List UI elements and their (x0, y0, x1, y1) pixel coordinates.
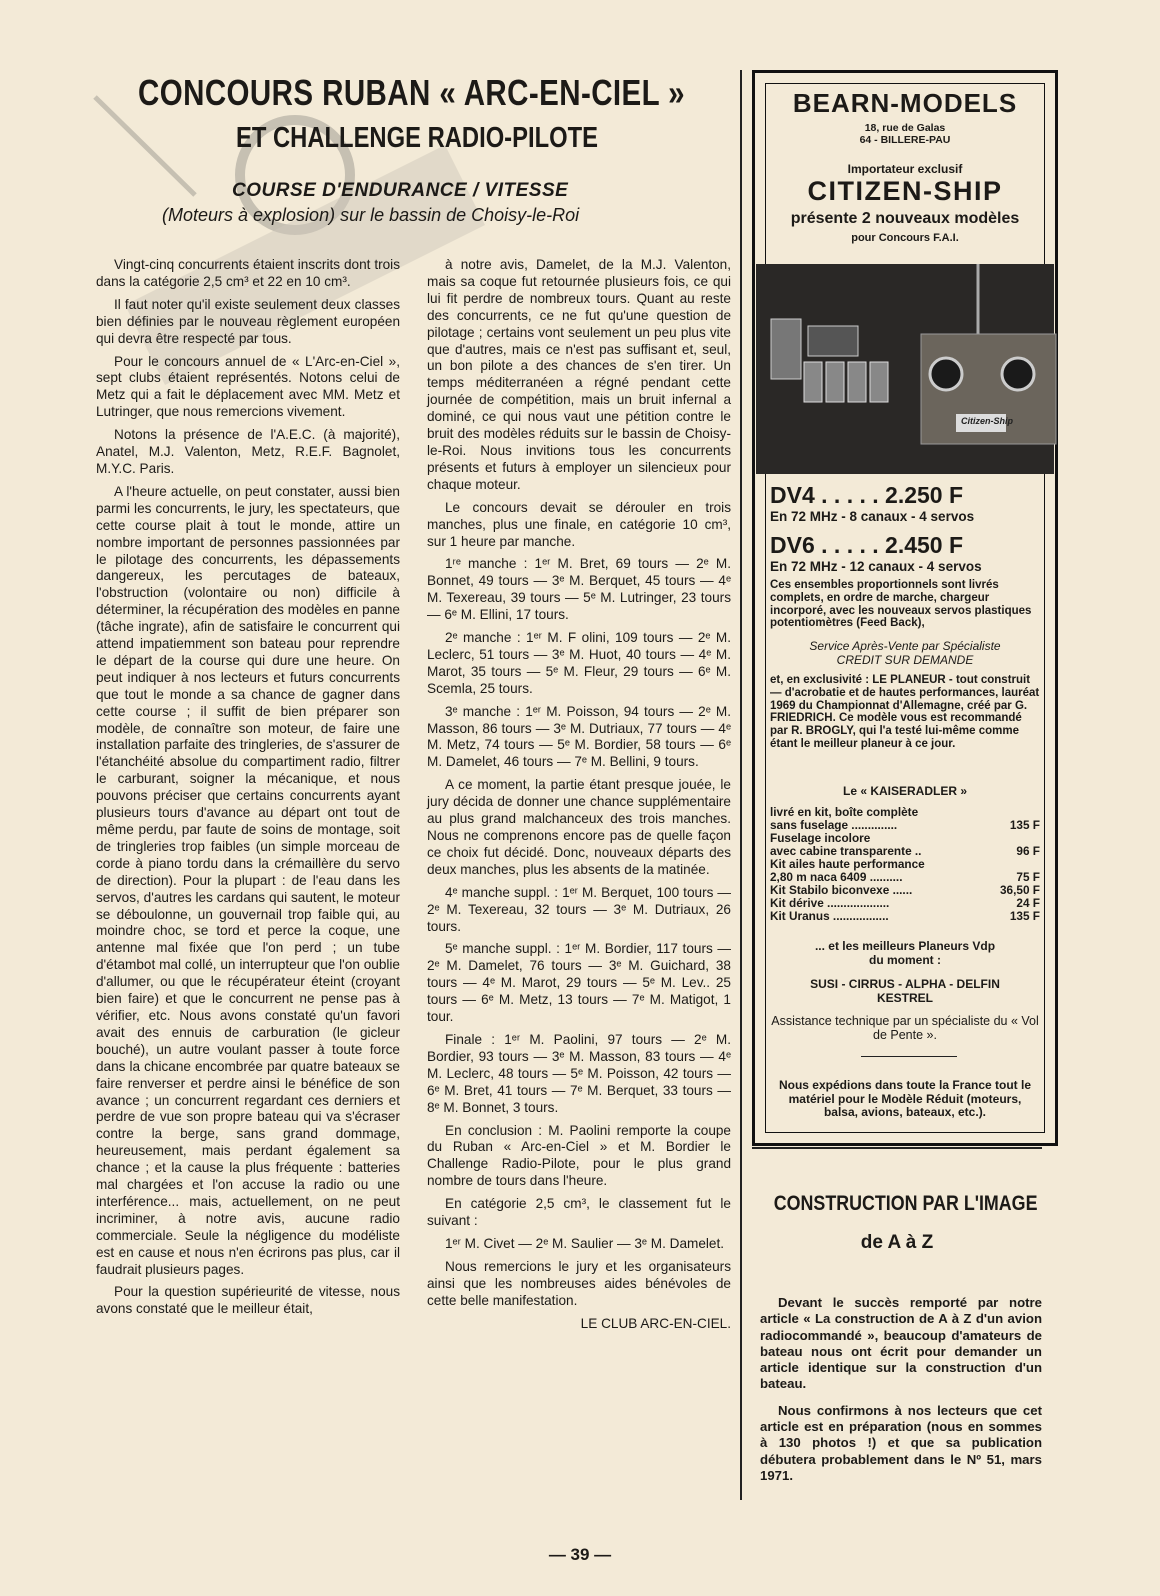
price-row: Kit Stabilo biconvexe ...... 36,50 F (770, 883, 1040, 897)
article-title-line2: ET CHALLENGE RADIO-PILOTE (236, 122, 598, 154)
paragraph: Il faut noter qu'il existe seulement deux classes bien définies par le nouveau règlement européen qui devra être respecté par tous. (96, 296, 400, 346)
ad-inner-frame (765, 83, 1045, 1133)
ad-description: Ces ensembles proportionnels sont livrés complets, en ordre de marche, chargeur incorporé, avec les nouveaux servos plastiques potentiomètres (Feed Back), (770, 579, 1032, 630)
results-manche-5: 5ᵉ manche suppl. : 1ᵉʳ M. Bordier, 117 tours — 2ᵉ M. Damelet, 76 tours — 3ᵉ M. Guichard, 38 tours — 4ᵉ M. Marot, 29 tours — 5ᵉ M. Lev.. 25 tours — 6ᵉ M. Metz, 13 tours — 7ᵉ M. Matigot, 1 tour. (427, 941, 731, 1025)
price-row: Fuselage incolore (770, 831, 871, 845)
ad-presents: présente 2 nouveaux modèles (790, 210, 1020, 227)
results-finale: Finale : 1ᵉʳ M. Paolini, 97 tours — 2ᵉ M. Bordier, 93 tours — 3ᵉ M. Masson, 83 tours — 4ᵉ M. Leclerc, 48 tours — 5ᵉ M. Poisson, 42 tours — 6ᵉ M. Bret, 41 tours — 7ᵉ M. Berquet, 33 tours — 8ᵉ M. Bonnet, 3 tours. (427, 1031, 731, 1115)
results-manche-1: 1ʳᵉ manche : 1ᵉʳ M. Bret, 69 tours — 2ᵉ M. Bonnet, 49 tours — 3ᵉ M. Berquet, 45 tours — 4ᵉ M. Texereau, 39 tours — 5ᵉ M. Lutringer, 23 tours — 6ᵉ M. Ellini, 17 tours. (427, 556, 731, 623)
ad-best-planeurs: ... et les meilleurs Planeurs Vdp (814, 939, 996, 953)
ad-service: Service Après-Vente par Spécialiste (809, 639, 1001, 653)
price-row: livré en kit, boîte complète (770, 805, 919, 819)
article-title-line1: CONCOURS RUBAN « ARC-EN-CIEL » (138, 72, 685, 113)
transmitter-illustration (756, 264, 1062, 474)
ad-credit: CREDIT SUR DEMANDE (836, 653, 974, 667)
construction-subtitle: de A à Z (860, 1232, 934, 1253)
paragraph: Le concours devait se dérouler en trois manches, plus une finale, en catégorie 10 cm³, sur 1 heure par manche. (427, 499, 731, 549)
paragraph: Pour le concours annuel de « L'Arc-en-Ciel », sept clubs étaient représentés. Notons celui de Metz qui a fait le déplacement avec MM. Metz et Lutringer, que nous remercions vivement. (96, 353, 400, 420)
ad-importer: Importateur exclusif (847, 162, 963, 176)
dv4-spec: En 72 MHz - 8 canaux - 4 servos (770, 509, 975, 524)
ad-address-line2: 64 - BILLERE-PAU (859, 134, 951, 146)
section-divider (752, 1147, 1042, 1149)
ad-assistance: Assistance technique par un spécialiste du « Vol de Pente ». (771, 1014, 1039, 1042)
price-row: Kit dérive ................... 24 F (770, 896, 1040, 910)
column-divider (740, 70, 742, 1500)
page-number: — 39 — (548, 1545, 612, 1564)
paragraph: Nous remercions le jury et les organisateurs ainsi que les nombreuses aides bénévoles de cette belle manifestation. (427, 1258, 731, 1308)
advertisement-bearn-models (752, 70, 1058, 1146)
dv4-price: DV4 . . . . . 2.250 F (770, 482, 964, 508)
paragraph: En catégorie 2,5 cm³, le classement fut le suivant : (427, 1196, 731, 1229)
dv6-spec: En 72 MHz - 12 canaux - 4 servos (770, 559, 982, 574)
paragraph: Devant le succès remporté par notre article « La construction de A à Z d'un avion radiocommandé », beaucoup d'amateurs de bateau nous ont écrit pour demander un article identique sur la construction d'un bateau. (760, 1295, 1042, 1392)
ad-address-line1: 18, rue de Galas (864, 122, 946, 134)
price-row: avec cabine transparente .. 96 F (770, 844, 1040, 858)
article-subtitle: COURSE D'ENDURANCE / VITESSE (232, 180, 569, 201)
results-manche-4: 4ᵉ manche suppl. : 1ᵉʳ M. Berquet, 100 tours — 2ᵉ M. Texereau, 32 tours — 3ᵉ M. Dutriaux, 26 tours. (427, 884, 731, 934)
dv6-block (770, 532, 1040, 574)
price-list (770, 806, 1040, 923)
ad-divider (861, 1056, 957, 1057)
paragraph: à notre avis, Damelet, de la M.J. Valenton, mais sa coque fut retournée plusieurs fois, ce qui lui fit perdre de nombreux tours. Quant au reste des concurrents, ce ne fut qu'une question de pilotage ; certains vont seulement un peu plus vite que d'autres, mais ce n'est pas suffisant et, seul, un bon pilote a des chances de s'en tirer. Un temps méditerranéen a régné pendant cette journée de compétition, mais un bruit infernal a dominé, ce qui nous vaut une pétition contre le bruit des modèles réduits sur le bassin de Choisy-le-Roi. Nous invitions tous les concurrents présents et futurs à employer un silencieux pour chaque moteur. (427, 257, 731, 492)
paragraph: Notons la présence de l'A.E.C. (à majorité), Anatel, M.J. Valenton, Metz, R.E.F. Bagnolet, M.Y.C. Paris. (96, 427, 400, 476)
price-row: 2,80 m naca 6409 .......... 75 F (770, 870, 1040, 884)
construction-text (760, 1295, 1042, 1494)
results-2-5cc: 1ᵉʳ M. Civet — 2ᵉ M. Saulier — 3ᵉ M. Damelet. (445, 1235, 725, 1251)
paragraph: Nous confirmons à nos lecteurs que cet article est en préparation (nous en sommes à 130 photos !) et que sa publication débutera probablement dans le Nº 51, mars 1971. (760, 1402, 1042, 1483)
ad-brand: BEARN-MODELS (792, 88, 1018, 118)
ad-planeur: et, en exclusivité : LE PLANEUR - tout construit — d'acrobatie et de hautes performances, lauréat 1969 du Championnat d'Allemagne, créé par G. FRIEDRICH. Ce modèle vous est recommandé par R. BROGLY, qui l'a testé lui-même comme étant le meilleur planeur à ce jour. (770, 674, 1040, 750)
results-manche-2: 2ᵉ manche : 1ᵉʳ M. F olini, 109 tours — 2ᵉ M. Leclerc, 51 tours — 3ᵉ M. Huot, 40 tours — 4ᵉ M. Marot, 35 tours — 5ᵉ M. Fleur, 29 tours — 6ᵉ M. Scemla, 25 tours. (427, 630, 731, 696)
paragraph: En conclusion : M. Paolini remporte la coupe du Ruban « Arc-en-Ciel » et M. Bordier le Challenge Radio-Pilote, pour le plus grand nombre de tours dans l'heure. (427, 1122, 731, 1189)
transmitter-photo (756, 264, 1054, 474)
photo-label: Citizen-Ship (961, 416, 1013, 426)
dv6-price: DV6 . . . . . 2.450 F (770, 532, 964, 558)
ad-make: CITIZEN-SHIP (807, 176, 1003, 206)
article-subtitle-venue: (Moteurs à explosion) sur le bassin de Choisy-le-Roi (162, 205, 580, 225)
ad-for-fai: pour Concours F.A.I. (851, 232, 959, 244)
ad-kaiseradler: Le « KAISERADLER » (842, 784, 968, 798)
ad-shipping: Nous expédions dans toute la France tout le matériel pour le Modèle Réduit (moteurs, balsa, avions, bateaux, etc.). (778, 1078, 1032, 1120)
paragraph: Pour la question supérieurité de vitesse, nous avons constaté que le meilleur était, (96, 1284, 400, 1317)
ad-best-moment: du moment : (869, 953, 941, 967)
dv4-block (770, 482, 1040, 524)
paragraph: Vingt-cinq concurrents étaient inscrits dont trois dans la catégorie 2,5 cm³ et 22 en 10 cm³. (96, 257, 400, 289)
article-column-2 (427, 257, 731, 1338)
ad-models: SUSI - CIRRUS - ALPHA - DELFIN (810, 977, 1000, 991)
price-row: Kit ailes haute performance (770, 857, 925, 871)
signature: LE CLUB ARC-EN-CIEL. (580, 1315, 731, 1331)
results-manche-3: 3ᵉ manche : 1ᵉʳ M. Poisson, 94 tours — 2ᵉ M. Masson, 86 tours — 3ᵉ M. Dutriaux, 77 tours — 4ᵉ M. Metz, 74 tours — 5ᵉ M. Bordier, 58 tours — 6ᵉ M. Damelet, 46 tours — 7ᵉ M. Bellini, 9 tours. (427, 703, 731, 770)
paragraph: A l'heure actuelle, on peut constater, aussi bien parmi les concurrents, le jury, les spectateurs, que cette course plait à tout le monde, attire un nombre important de personnes passionnées par le pilotage des concurrents, les dépassements dangereux, les percutages de bateaux, l'obstruction (volontaire ou non) difficile à déterminer, la récupération des modèles en panne (tâche ingrate), afin de satisfaire le concurrent qui attend impatiemment son bateau pour reprendre le départ de la course qui dure une heure. On peut indiquer à nos lecteurs et futurs concurrents que tout le monde a sa chance de gagner dans cette course ; il suffit de bien préparer son modèle, de connaître son moteur, de faire une installation parfaite des tringleries, de s'assurer de l'étanchéité absolue du compartiment radio, filtrer le carburant, soigner la mécanique, et nous pouvons préciser que certains concurrents ayant plusieurs tours d'avance au départ ont tout de même perdu, par faute de soins de montage, soit de tringleries trop faibles (un simple morceau de corde à piano tordu dans la crémaillère du servo de direction). Pour la plupart : de l'eau dans les servos, d'autres les cardans qui sautent, le moteur se déboulonne, un gouvernail trop faible qui, au moindre choc, se tord et perce la coque, une antenne mal fixée que l'on perd ; un tube d'étambot mal collé, un interrupteur que l'on oublie d'allumer, ou que le récupérateur éteint (croyant bien faire) et que le concurrent ne pense pas à vérifier, etc. Nous avons constaté qu'un favori avait des ennuis de carburation (le gicleur bouché), un autre voulant passer à toute force dans la chicane encombrée par quatre bateaux se faire renverser et perdre ainsi le bénéfice de son avance ; un concurrent regardant ces derniers et perdre de vue son propre bateau qui va s'écraser contre la berge, sans grand dommage, heureusement, mais perdant également sa chance ; et la cause la plus fréquente : batteries mal chargées et l'on accuse la radio ou une interférence... mais, actuellement, on ne peut incriminer, à notre avis, aucune radio commerciale. Seule la négligence du modéliste est en cause et nous n'en écrirons pas plus, car il faudrait plusieurs pages. (96, 483, 400, 1277)
construction-title: CONSTRUCTION PAR L'IMAGE (773, 1192, 1038, 1215)
paragraph: A ce moment, la partie étant presque jouée, le jury décida de donner une chance supplémentaire au plus grand malchanceux des trois manches. Nous ne comprenons encore pas de quelle façon ce choix fut décidé. Donc, nouveaux départs des deux manches, plus les absents de la matinée. (427, 777, 731, 877)
article-column-1 (96, 257, 400, 1324)
price-row: sans fuselage .............. 135 F (770, 818, 1040, 832)
ad-models-2: KESTREL (876, 991, 933, 1005)
price-row: Kit Uranus ................. 135 F (770, 909, 1040, 923)
